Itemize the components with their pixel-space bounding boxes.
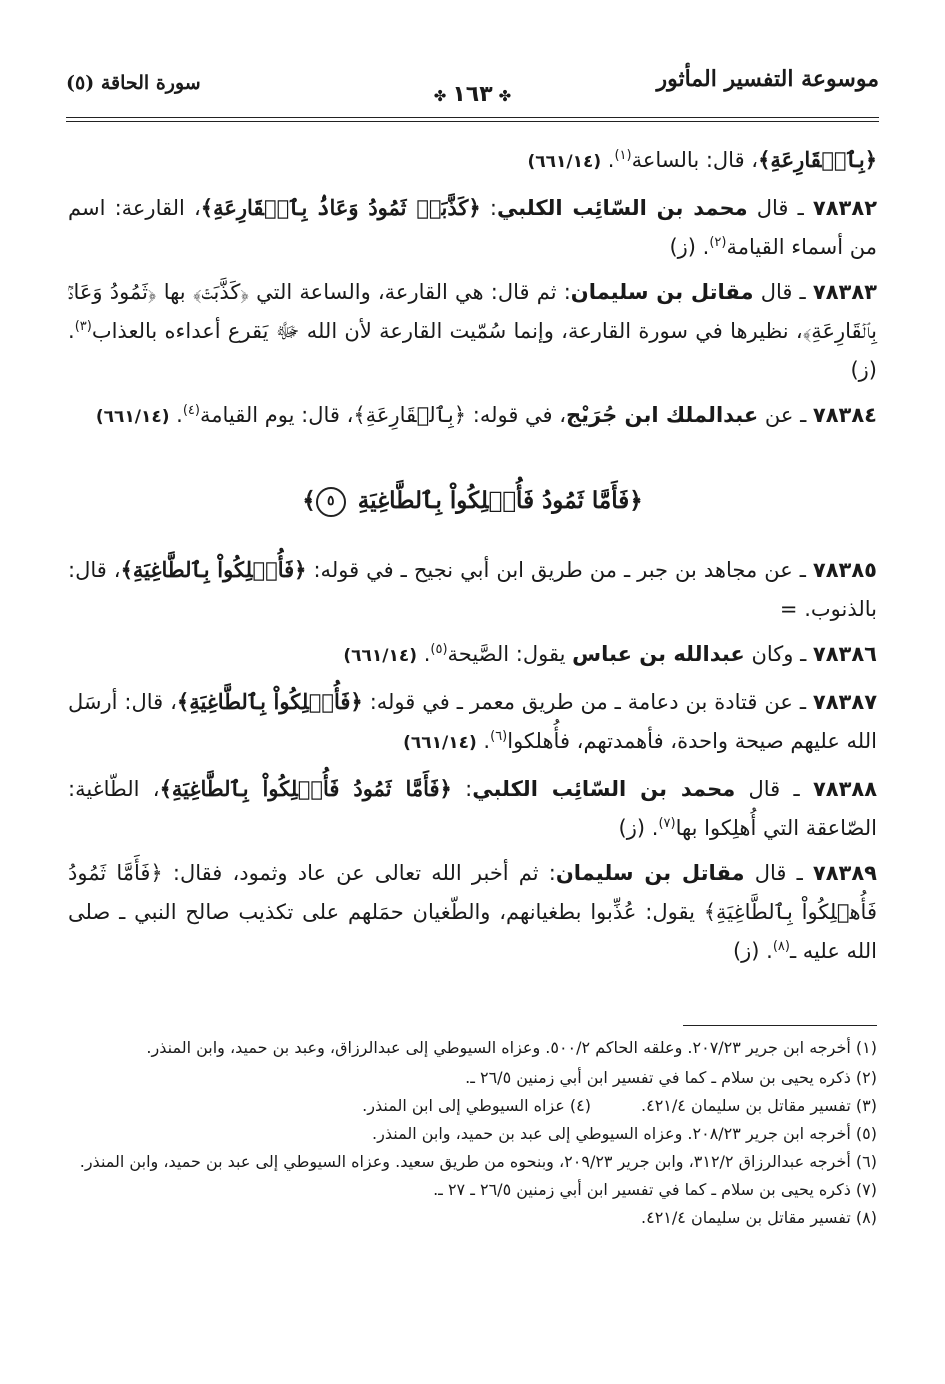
verse-number: ٥ (316, 487, 346, 517)
narration-paragraph (68, 188, 877, 267)
narration-paragraph (68, 396, 877, 437)
narration-intro: ـ قال (753, 280, 813, 304)
narration-paragraph (68, 550, 877, 629)
narration-intro: ـ قال (744, 861, 813, 885)
narration-end: . (ز) (618, 816, 659, 840)
footnote-pair (68, 1092, 877, 1120)
narration-text: ، قال: أرسَل الله عليهم صيحة واحدة، فأهمدتهم، فأُهلكوا (68, 690, 877, 753)
quran-quote: ﴿فَأُهۡلِكُواْ بِٱلطَّاغِيَةِ﴾ (176, 689, 363, 714)
footnote-marker: (٧) (658, 816, 676, 831)
narration-end: . (169, 403, 183, 427)
narration-end: . (476, 729, 491, 753)
narration-paragraph (68, 682, 877, 763)
surah-title: سورة الحاقة (٥) (66, 72, 201, 94)
quran-quote: ﴿كَذَّبَتۡ ثَمُودُ وَعَادُۢ بِٱلۡقَارِعَةِ﴾ (200, 195, 481, 220)
narration-intro: ـ عن (758, 403, 813, 427)
page-header (66, 58, 879, 118)
narration-end: . (601, 148, 615, 172)
footnote-marker: (٨) (772, 939, 790, 954)
footnote-item: (٥) أخرجه ابن جرير ٢٠٨/٢٣. وعزاه السيوطي إلى عبد بن حميد، وابن المنذر. (372, 1124, 877, 1143)
footnote-marker: (٢) (709, 235, 727, 250)
narration-paragraph (68, 769, 877, 848)
narration-text: : ثم أخبر الله تعالى عن عاد وثمود، فقال: ﴿فَأَمَّا ثَمُودُ فَأُهۡلِكُواْ بِٱلطَّاغِيَةِ﴾ يقول: عُذِّبوا بطغيانهم، والطّغيان حمَلهم على تكذيب صالح النبي ـ صلى الله عليه ـ (68, 861, 877, 963)
narration-paragraph (68, 273, 877, 390)
footnote-item: (٣) تفسير مقاتل بن سليمان ٤٢١/٤. (641, 1096, 877, 1115)
narrator-name: مقاتل بن سليمان (555, 861, 745, 885)
narration-text: : ثم قال: هي القارعة، والساعة التي ﴿كَذَّبَتۡ﴾ بها ﴿ثَمُودُ وَعَادُۢ بِٱلۡقَارِعَةِ﴾، نظيرها في سورة القارعة، وإنما سُمّيت القارعة لأن الله ﷻ يَقرع أعداءه بالعذاب (68, 280, 877, 343)
narrator-name: عبدالله بن عباس (572, 642, 745, 666)
quran-quote: ﴿بِٱلۡقَارِعَةِ﴾ (758, 147, 877, 172)
footnote-item: (٤) عزاه السيوطي إلى ابن المنذر. (362, 1096, 591, 1115)
narration-number: ٧٨٣٨٨ (812, 777, 878, 801)
quran-quote: ﴿فَأَمَّا ثَمُودُ فَأُهۡلِكُواْ بِٱلطَّاغِيَةِ﴾ (159, 776, 452, 801)
footnote-item: (١) أخرجه ابن جرير ٢٠٧/٢٣. وعلقه الحاكم ٥٠٠/٢. وعزاه السيوطي إلى عبدالرزاق، وعبد بن حميد، وابن المنذر. (146, 1038, 877, 1057)
verse-close: ﴾ (302, 487, 316, 514)
narration-text: يقول: الصَّيحة (447, 642, 573, 666)
narration-text: ، قال: بالذنوب. = (68, 558, 877, 621)
footnote-marker: (٥) (430, 642, 448, 657)
ornament-icon: ✤ (433, 87, 447, 105)
footnotes (68, 1034, 877, 1232)
footnote-item: (٦) أخرجه عبدالرزاق ٣١٢/٢، وابن جرير ٢٠٩/٢٣، وبنحوه من طريق سعيد. وعزاه السيوطي إلى عبد بن حميد، وابن المنذر. (79, 1152, 877, 1171)
footnote-item: (٨) تفسير مقاتل بن سليمان ٤٢١/٤. (641, 1208, 877, 1227)
verse-text: ﴿فَأَمَّا ثَمُودُ فَأُهۡلِكُواْ بِٱلطَّاغِيَةِ (357, 487, 643, 514)
narrator-name: عبدالملك ابن جُرَيْج (566, 403, 759, 427)
narration-intro: ـ قال (735, 777, 813, 801)
narrator-name: مقاتل بن سليمان (570, 280, 754, 304)
narration-text: ، في قوله: ﴿بِٱلۡقَارِعَةِ﴾، قال: يوم القيامة (199, 403, 567, 427)
narration-intro: ـ عن مجاهد بن جبر ـ من طريق ابن أبي نجيح ـ في قوله: (306, 558, 813, 582)
header-rule (66, 121, 879, 122)
narration-intro: ـ وكان (744, 642, 813, 666)
narration-number: ٧٨٣٨٢ (812, 196, 878, 220)
header-rule (66, 117, 879, 118)
narration-number: ٧٨٣٨٩ (812, 861, 877, 885)
footnote-item: (٢) ذكره يحيى بن سلام ـ كما في تفسير ابن أبي زمنين ٢٦/٥ ـ. (465, 1068, 877, 1087)
narration-end: . (417, 642, 431, 666)
narration-intro: ـ عن قتادة بن دعامة ـ من طريق معمر ـ في قوله: (362, 690, 813, 714)
verse-heading (68, 481, 877, 520)
narrator-name: محمد بن السّائِب الكلبي (496, 196, 748, 220)
narration-number: ٧٨٣٨٥ (812, 558, 877, 582)
narration-text: ، القارعة: اسم من أسماء القيامة (68, 196, 877, 259)
narrator-name: محمد بن السّائِب الكلبي (472, 777, 736, 801)
volume-reference: (٦٦١/١٤) (403, 733, 477, 753)
footnote-marker: (٤) (182, 403, 200, 418)
book-title: موسوعة التفسير المأثور (656, 66, 879, 92)
page-number: ١٦٣ (452, 82, 493, 107)
quran-quote: ﴿فَأُهۡلِكُواْ بِٱلطَّاغِيَةِ﴾ (120, 557, 307, 582)
volume-reference: (٦٦١/١٤) (95, 407, 170, 427)
narration-intro: ـ قال (747, 196, 813, 220)
footnote-marker: (٣) (74, 319, 92, 334)
footnote-item: (٧) ذكره يحيى بن سلام ـ كما في تفسير ابن أبي زمنين ٢٦/٥ ـ ٢٧ ـ. (433, 1180, 877, 1199)
narration-paragraph (68, 854, 877, 971)
footnote-marker: (١) (614, 148, 632, 163)
narration-end: . (ز) (68, 319, 877, 382)
narration-number: ٧٨٣٨٦ (812, 642, 877, 666)
footnote-marker: (٦) (490, 729, 508, 744)
footnote-separator (683, 1025, 877, 1026)
volume-reference: (٦٦١/١٤) (527, 152, 602, 172)
narration-end: . (ز) (732, 939, 773, 963)
narration-paragraph (68, 635, 877, 676)
volume-reference: (٦٦١/١٤) (343, 646, 418, 666)
narration-paragraph (68, 140, 877, 182)
colon-text: : (480, 196, 497, 220)
main-text (68, 140, 877, 977)
narration-number: ٧٨٣٨٤ (812, 403, 877, 427)
narration-text: ، الطّاغية: الصّاعقة التي أُهلِكوا بها (68, 777, 877, 840)
colon-text: : (451, 777, 473, 801)
narration-text: ، قال: بالساعة (631, 148, 759, 172)
narration-number: ٧٨٣٨٣ (812, 280, 877, 304)
narration-end: . (ز) (669, 235, 710, 259)
ornament-icon: ✤ (498, 87, 512, 105)
narration-number: ٧٨٣٨٧ (812, 690, 878, 714)
